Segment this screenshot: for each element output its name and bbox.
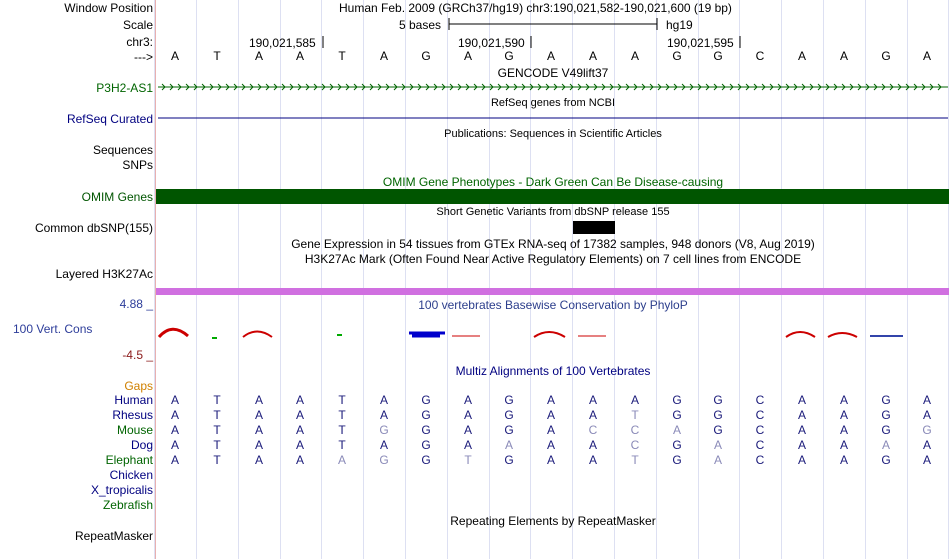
alignment-base: T (338, 408, 346, 422)
alignment-base: A (839, 438, 848, 452)
alignment-base: A (797, 423, 806, 437)
repeatmasker-label[interactable]: RepeatMasker (74, 529, 153, 543)
phylop-mark-T1 (212, 337, 217, 339)
assembly-position-text: Human Feb. 2009 (GRCh37/hg19) chr3:190,021,582-190,021,600 (19 bp) (339, 1, 732, 15)
phylop-max-label: 4.88 _ (119, 297, 153, 311)
gencode-title: GENCODE V49lift37 (497, 66, 609, 80)
alignment-base: A (170, 408, 179, 422)
alignment-base: A (170, 423, 179, 437)
alignment-base: T (338, 393, 346, 407)
alignment-base: G (672, 438, 682, 452)
alignment-base: G (421, 408, 431, 422)
alignment-base: A (922, 393, 931, 407)
alignment-base: A (922, 438, 931, 452)
alignment-base: A (379, 408, 388, 422)
phylop-title: 100 vertebrates Basewise Conservation by PhyloP (418, 298, 688, 312)
base-letter: G (504, 49, 514, 63)
alignment-base: G (922, 423, 932, 437)
alignment-base: A (170, 438, 179, 452)
alignment-base: A (922, 408, 931, 422)
species-label-dog[interactable]: Dog (130, 438, 153, 452)
alignment-base: G (421, 423, 431, 437)
alignment-base: A (797, 453, 806, 467)
alignment-base: G (504, 393, 514, 407)
alignment-base: A (546, 423, 555, 437)
alignment-base: A (295, 438, 304, 452)
alignment-base: A (588, 408, 597, 422)
alignment-base: G (672, 408, 682, 422)
alignment-base: G (504, 408, 514, 422)
alignment-base: T (213, 423, 221, 437)
phylop-mark-A6 (786, 332, 815, 337)
alignment-base: G (881, 453, 891, 467)
alignment-base: G (881, 393, 891, 407)
omim-gene-bar (156, 189, 949, 204)
alignment-base: A (463, 423, 472, 437)
alignment-base: A (463, 408, 472, 422)
alignment-base: G (379, 453, 389, 467)
base-letter: G (881, 49, 891, 63)
chrom-label: chr3: (126, 35, 153, 49)
alignment-base: G (379, 423, 389, 437)
refseq-title: RefSeq genes from NCBI (490, 97, 616, 109)
phylop-mark-T2 (337, 334, 342, 336)
phylop-conservation-marks (159, 329, 903, 339)
base-letter: A (588, 49, 597, 63)
alignment-base: G (421, 453, 431, 467)
base-letter: T (338, 49, 346, 63)
alignment-base: G (504, 453, 514, 467)
strand-label: ---> (134, 50, 153, 64)
alignment-base: A (839, 408, 848, 422)
base-letter: G (713, 49, 723, 63)
gencode-gene-label[interactable]: P3H2-AS1 (96, 81, 153, 95)
alignment-base: C (755, 408, 765, 422)
alignment-base: A (588, 453, 597, 467)
alignment-base: A (254, 423, 263, 437)
alignment-base: C (755, 423, 765, 437)
alignment-base: A (713, 438, 722, 452)
alignment-base: C (755, 453, 765, 467)
alignment-base: A (839, 453, 848, 467)
alignment-base: C (630, 423, 640, 437)
alignment-base: A (254, 438, 263, 452)
phylop-mark-G1 (409, 333, 445, 336)
alignment-base: A (295, 393, 304, 407)
dbsnp-label[interactable]: Common dbSNP(155) (34, 221, 153, 235)
alignment-base: C (630, 438, 640, 452)
species-label-zebrafish[interactable]: Zebrafish (102, 498, 153, 512)
scale-label: Scale (122, 18, 153, 32)
alignment-base: A (254, 393, 263, 407)
species-label-chicken[interactable]: Chicken (109, 468, 153, 482)
base-letter: A (797, 49, 806, 63)
alignment-base: A (379, 438, 388, 452)
multiz-title: Multiz Alignments of 100 Vertebrates (455, 364, 651, 378)
sequences-label[interactable]: Sequences (92, 143, 153, 157)
alignment-base: A (797, 393, 806, 407)
alignment-base: A (546, 453, 555, 467)
alignment-base: A (254, 453, 263, 467)
alignment-base: A (839, 423, 848, 437)
window-position-label: Window Position (64, 1, 153, 15)
alignment-base: A (839, 393, 848, 407)
scale-text: 5 bases (399, 18, 442, 32)
species-label-human[interactable]: Human (114, 393, 153, 407)
alignment-base: C (588, 423, 598, 437)
omim-label[interactable]: OMIM Genes (81, 190, 153, 204)
alignment-base: A (546, 438, 555, 452)
alignment-base: T (631, 453, 639, 467)
alignment-base: T (213, 393, 221, 407)
phylop-mark-A7 (828, 333, 857, 337)
alignment-base: A (170, 453, 179, 467)
alignment-base: A (546, 393, 555, 407)
h3k27ac-label[interactable]: Layered H3K27Ac (55, 267, 153, 281)
alignment-base: G (713, 408, 723, 422)
alignment-base: A (630, 393, 639, 407)
alignment-base: A (463, 393, 472, 407)
alignment-base: A (295, 408, 304, 422)
alignment-base: T (338, 423, 346, 437)
alignment-base: A (881, 438, 890, 452)
alignment-base: A (295, 453, 304, 467)
alignment-base: A (546, 408, 555, 422)
alignment-base: A (379, 393, 388, 407)
base-letter: G (421, 49, 431, 63)
alignment-base: A (463, 438, 472, 452)
alignment-base: C (755, 393, 765, 407)
omim-title: OMIM Gene Phenotypes - Dark Green Can Be Disease-causing (382, 175, 724, 189)
species-label-rhesus[interactable]: Rhesus (112, 408, 153, 422)
alignment-base: G (881, 408, 891, 422)
coord-tick-2: 190,021,590 (458, 36, 525, 50)
base-letter: A (170, 49, 179, 63)
alignment-base: A (337, 453, 346, 467)
alignment-base: T (631, 408, 639, 422)
base-letter: A (546, 49, 555, 63)
alignment-base: A (295, 423, 304, 437)
alignment-base: A (797, 438, 806, 452)
alignment-base: A (922, 453, 931, 467)
alignment-base: A (672, 423, 681, 437)
coord-tick-3: 190,021,595 (667, 36, 734, 50)
alignment-base: G (713, 393, 723, 407)
base-letter: A (379, 49, 388, 63)
phylop-label[interactable]: 100 Vert. Cons (13, 322, 93, 336)
alignment-base: T (213, 408, 221, 422)
scale-db-text: hg19 (666, 18, 693, 32)
alignment-base: T (464, 453, 472, 467)
alignment-base: T (338, 438, 346, 452)
publications-title: Publications: Sequences in Scientific Articles (444, 128, 662, 140)
species-label-elephant[interactable]: Elephant (105, 453, 153, 467)
alignment-base: G (421, 393, 431, 407)
h3k27ac-title: H3K27Ac Mark (Often Found Near Active Regulatory Elements) on 7 cell lines from ENCODE (304, 252, 802, 266)
base-letter: G (672, 49, 682, 63)
alignment-base: C (755, 438, 765, 452)
dbsnp-variant-block (573, 221, 615, 234)
alignment-base: G (713, 423, 723, 437)
snps-label[interactable]: SNPs (122, 158, 153, 172)
alignment-base: G (504, 423, 514, 437)
alignment-base: A (713, 453, 722, 467)
phylop-mark-A4 (534, 332, 565, 337)
base-letter: A (630, 49, 639, 63)
alignment-base: G (672, 393, 682, 407)
base-letter: T (213, 49, 221, 63)
gtex-title: Gene Expression in 54 tissues from GTEx RNA-seq of 17382 samples, 948 donors (V8, Aug 2019) (291, 237, 815, 251)
base-letter: A (463, 49, 472, 63)
repeatmasker-title: Repeating Elements by RepeatMasker (450, 514, 656, 528)
base-letter: A (254, 49, 263, 63)
alignment-base: G (881, 423, 891, 437)
alignment-base: A (797, 408, 806, 422)
alignment-base: A (254, 408, 263, 422)
alignment-base: A (170, 393, 179, 407)
dbsnp-title: Short Genetic Variants from dbSNP release 155 (436, 206, 670, 218)
base-letter: A (922, 49, 931, 63)
alignment-base: T (213, 453, 221, 467)
base-letter: A (295, 49, 304, 63)
gaps-label[interactable]: Gaps (124, 379, 153, 393)
phylop-mark-A2 (243, 332, 272, 338)
phylop-min-label: -4.5 _ (122, 348, 153, 362)
alignment-base: A (588, 393, 597, 407)
coord-tick-1: 190,021,585 (249, 36, 316, 50)
phylop-mark-A1 (159, 329, 188, 337)
alignment-base: G (672, 453, 682, 467)
refseq-label[interactable]: RefSeq Curated (66, 112, 153, 126)
species-label-x_tropicalis[interactable]: X_tropicalis (90, 483, 153, 497)
base-letter: A (839, 49, 848, 63)
species-label-mouse[interactable]: Mouse (116, 423, 153, 437)
alignment-base: A (588, 438, 597, 452)
base-letter: C (755, 49, 765, 63)
h3k27ac-signal-bar (156, 288, 949, 295)
alignment-base: G (421, 438, 431, 452)
alignment-base: T (213, 438, 221, 452)
alignment-base: A (504, 438, 513, 452)
